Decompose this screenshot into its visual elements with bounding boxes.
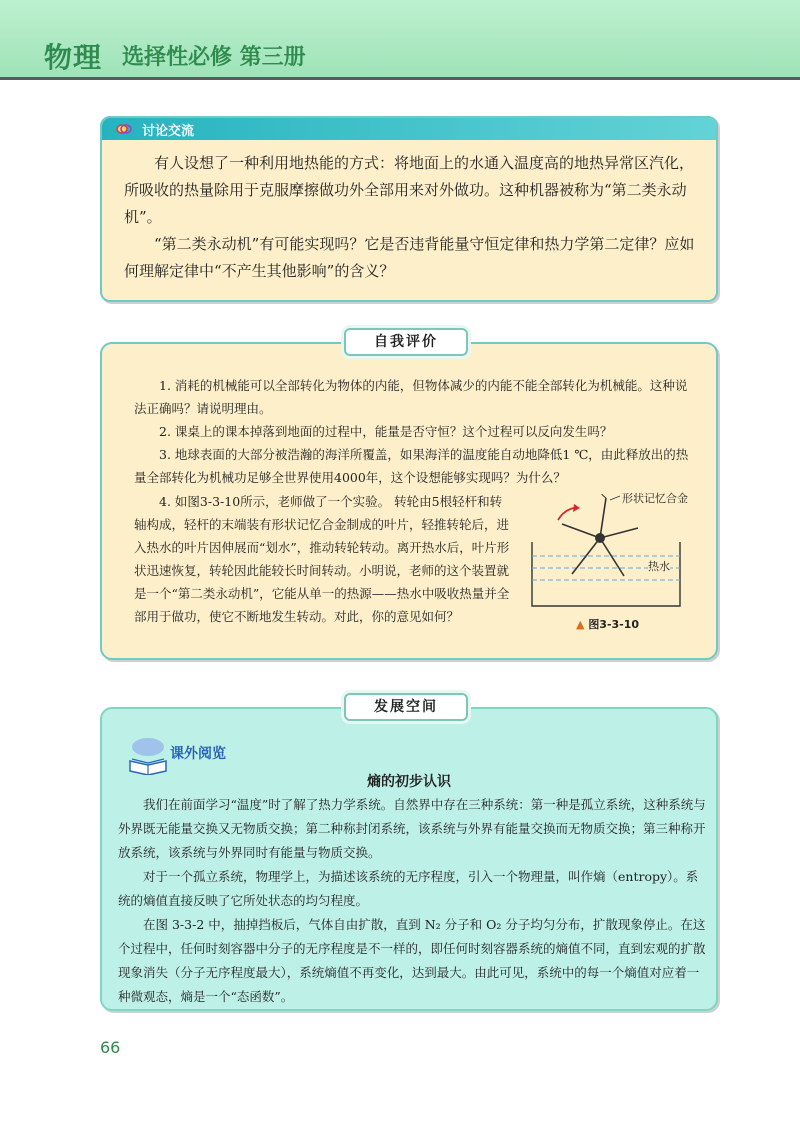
figure-caption-text: 图3-3-10 — [588, 618, 640, 631]
discussion-paragraph: “第二类永动机”有可能实现吗？它是否违背能量守恒定律和热力学第二定律？应如何理解定律中“不产生其他影响”的含义？ — [124, 235, 695, 280]
self-eval-item: 1. 消耗的机械能可以全部转化为物体的内能，但物体减少的内能不能全部转化为机械能。这种说法正确吗？请说明理由。 — [134, 378, 688, 416]
alloy-label: 形状记忆合金 — [622, 492, 688, 505]
article-paragraph: 在图 3-3-2 中，抽掉挡板后，气体自由扩散，直到 N₂ 分子和 O₂ 分子均匀分布，扩散现象停止。在这个过程中，任何时刻容器中分子的无序程度是不一样的，即任何时刻容器系统的熵值不同，直到宏观的扩散现象消失（分子无序程度最大），系统熵值不再变化，达到最大。由此可见，系统中的每一个熵值对应着一种微观态，熵是一个“态函数”。 — [118, 917, 706, 1004]
self-eval-item: 3. 地球表面的大部分被浩瀚的海洋所覆盖，如果海洋的温度能自动地降低1 ℃，由此释放出的热量全部转化为机械功足够全世界使用4000年，这个设想能够实现吗？为什么？ — [134, 447, 689, 485]
reading-badge — [126, 735, 246, 775]
development-title: 发展空间 — [344, 693, 468, 721]
article-body — [118, 793, 706, 1009]
discussion-title-bar — [102, 118, 716, 140]
water-label: 热水 — [648, 560, 670, 573]
self-eval-items — [134, 374, 694, 489]
figure-caption — [576, 616, 639, 632]
discussion-body — [124, 150, 704, 285]
reading-book-icon — [126, 735, 170, 775]
caption-triangle-icon: ▲ — [576, 618, 585, 631]
book-title: 选择性必修 第三册 — [122, 45, 306, 70]
page-header — [0, 0, 800, 80]
page-number: 66 — [100, 1038, 121, 1057]
discussion-icon — [116, 122, 132, 136]
discussion-title: 讨论交流 — [142, 124, 195, 139]
wheel-diagram — [528, 494, 688, 614]
self-eval-title: 自我评价 — [344, 328, 468, 356]
article-paragraph: 对于一个孤立系统，物理学上，为描述该系统的无序程度，引入一个物理量，叫作熵（entropy）。系统的熵值直接反映了它所处状态的均匀程度。 — [118, 869, 699, 908]
discussion-paragraph: 有人设想了一种利用地热能的方式：将地面上的水通入温度高的地热异常区汽化，所吸收的热量除用于克服摩擦做功外全部用来对外做功。这种机器被称为“第二类永动机”。 — [124, 154, 695, 226]
subject-title: 物理 — [44, 41, 103, 74]
self-eval-item-4: 4. 如图3-3-10所示，老师做了一个实验。 转轮由5根轻杆和转轴构成，轻杆的末端装有形状记忆合金制成的叶片，轻推转轮后，进入热水的叶片因伸展而“划水”，推动转轮转动。离开热水后，叶片形状迅速恢复，转轮因此能较长时间转动。小明说，老师的这个装置就是一个“第二类永动机”，它能从单一的热源——热水中吸收热量并全部用于做功，使它不断地发生转动。对此，你的意见如何？ — [134, 494, 510, 624]
discussion-box — [100, 116, 718, 302]
article-title: 熵的初步认识 — [367, 774, 451, 790]
self-eval-box — [100, 342, 718, 660]
self-eval-item: 2. 课桌上的课本掉落到地面的过程中，能量是否守恒？这个过程可以反向发生吗？ — [159, 424, 613, 439]
figure-3-3-10 — [528, 494, 688, 634]
article-paragraph: 我们在前面学习“温度”时了解了热力学系统。自然界中存在三种系统：第一种是孤立系统，这种系统与外界既无能量交换又无物质交换；第二种称封闭系统，该系统与外界有能量交换而无物质交换；第三种称开放系统，该系统与外界同时有能量与物质交换。 — [118, 797, 706, 860]
development-box — [100, 707, 718, 1011]
reading-label: 课外阅览 — [170, 746, 226, 762]
